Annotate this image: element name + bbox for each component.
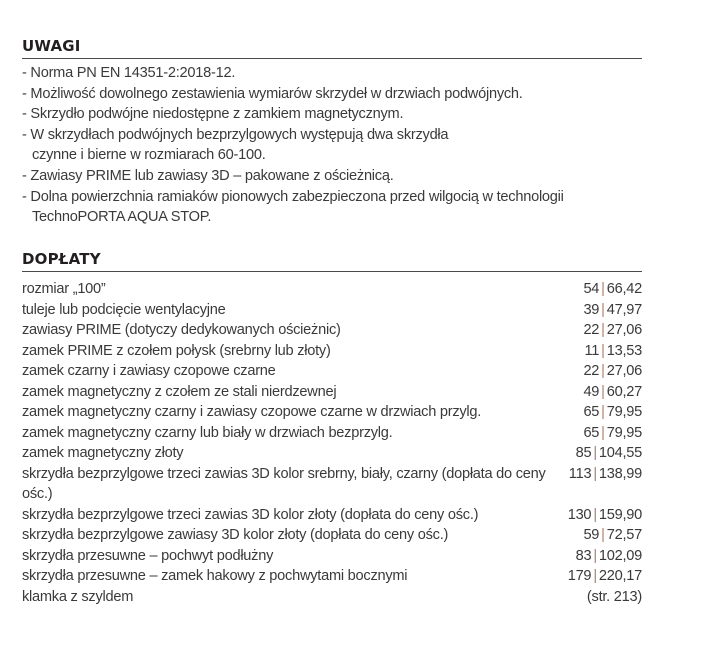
surcharge-row [22, 525, 642, 546]
surcharge-row [22, 361, 642, 382]
gross-price: 60,27 [606, 383, 642, 400]
surcharge-row [22, 341, 642, 362]
price-separator: | [593, 445, 597, 461]
price-separator: | [601, 404, 605, 420]
uwagi-section [22, 37, 642, 228]
surcharge-table [22, 279, 642, 607]
net-price: 11 [584, 342, 600, 359]
gross-price: 27,06 [606, 322, 642, 338]
surcharge-price [587, 587, 642, 608]
note-item: - Skrzydło podwójne niedostępne z zamkiem magnetycznym. [22, 106, 404, 123]
note-item: - W skrzydłach podwójnych bezprzylgowych występują dwa skrzydła czynne i bierne w rozmiarach 60-100. [22, 126, 449, 164]
uwagi-notes-list [22, 63, 642, 228]
surcharge-price [568, 505, 642, 526]
price-separator: | [601, 383, 605, 400]
surcharge-label: rozmiar „100” [22, 281, 106, 297]
surcharge-label: zamek magnetyczny z czołem ze stali nierdzewnej [22, 383, 337, 400]
net-price: 113 [568, 465, 592, 482]
surcharge-price [583, 382, 642, 403]
doplaty-section [22, 250, 642, 607]
surcharge-price [583, 361, 642, 382]
surcharge-price [583, 279, 642, 300]
net-price: 22 [583, 322, 600, 338]
surcharge-label: zamek magnetyczny czarny i zawiasy czopowe czarne w drzwiach przylg. [22, 404, 482, 420]
surcharge-row [22, 279, 642, 300]
surcharge-price [583, 423, 642, 444]
surcharge-label: skrzydła bezprzylgowe trzeci zawias 3D kolor srebrny, biały, czarny (dopłata do ceny ośc.) [22, 465, 546, 502]
price-separator: | [593, 547, 597, 564]
surcharge-label: zamek PRIME z czołem połysk (srebrny lub złoty) [22, 342, 331, 359]
surcharge-label: tuleje lub podcięcie wentylacyjne [22, 301, 226, 318]
surcharge-row [22, 587, 642, 608]
surcharge-label: skrzydła bezprzylgowe trzeci zawias 3D kolor złoty (dopłata do ceny ośc.) [22, 506, 479, 523]
price-separator: | [593, 506, 597, 523]
surcharge-label: skrzydła przesuwne – pochwyt podłużny [22, 547, 274, 564]
price-separator: | [601, 363, 605, 379]
surcharge-row [22, 505, 642, 526]
surcharge-label: klamka z szyldem [22, 588, 134, 605]
gross-price: 27,06 [606, 363, 642, 379]
gross-price: 72,57 [606, 527, 642, 543]
surcharge-price [569, 464, 642, 485]
gross-price: 13,53 [606, 342, 642, 359]
surcharge-row [22, 464, 642, 505]
net-price: 49 [583, 383, 600, 400]
surcharge-row [22, 423, 642, 444]
gross-price: 47,97 [606, 301, 642, 318]
net-price: 65 [583, 404, 600, 420]
surcharge-price [583, 525, 642, 546]
gross-price: 159,90 [598, 506, 642, 523]
price-separator: | [601, 301, 605, 318]
surcharge-price [583, 320, 642, 341]
surcharge-label: zawiasy PRIME (dotyczy dedykowanych ościeżnic) [22, 322, 341, 338]
surcharge-row [22, 382, 642, 403]
net-price: 39 [583, 301, 600, 318]
surcharge-row [22, 300, 642, 321]
net-price: 54 [583, 281, 600, 297]
gross-price: 79,95 [606, 424, 642, 441]
surcharge-label: skrzydła przesuwne – zamek hakowy z pochwytami bocznymi [22, 568, 408, 584]
surcharge-label: zamek czarny i zawiasy czopowe czarne [22, 363, 276, 379]
price-separator: | [593, 465, 597, 482]
surcharge-label: skrzydła bezprzylgowe zawiasy 3D kolor złoty (dopłata do ceny ośc.) [22, 527, 449, 543]
note-item: - Norma PN EN 14351-2:2018-12. [22, 65, 236, 81]
net-price: 130 [567, 506, 592, 523]
surcharge-price [568, 566, 642, 587]
price-separator: | [593, 568, 597, 584]
gross-price: 220,17 [598, 568, 642, 584]
surcharge-row [22, 566, 642, 587]
price-separator: | [601, 424, 605, 441]
price-separator: | [601, 281, 605, 297]
note-item: - Dolna powierzchnia ramiaków pionowych zabezpieczona przed wilgocią w technologii TechnoPORTA AQUA STOP. [22, 188, 564, 226]
net-price: 179 [567, 568, 592, 584]
surcharge-price [583, 402, 642, 423]
price-separator: | [601, 527, 605, 543]
doplaty-heading: DOPŁATY [22, 250, 642, 272]
gross-price: 104,55 [598, 445, 642, 461]
surcharge-price [585, 341, 642, 362]
gross-price: 79,95 [606, 404, 642, 420]
surcharge-row [22, 402, 642, 423]
surcharge-label: zamek magnetyczny czarny lub biały w drzwiach bezprzylg. [22, 424, 393, 441]
surcharge-row [22, 320, 642, 341]
net-price: 83 [575, 547, 592, 564]
gross-price: 102,09 [598, 547, 642, 564]
gross-price: 138,99 [598, 465, 642, 482]
net-price: 65 [583, 424, 600, 441]
note-item: - Możliwość dowolnego zestawienia wymiarów skrzydeł w drzwiach podwójnych. [22, 85, 523, 102]
note-item: - Zawiasy PRIME lub zawiasy 3D – pakowane z ościeżnicą. [22, 167, 394, 184]
surcharge-price [576, 443, 642, 464]
surcharge-price [576, 546, 642, 567]
gross-price: 66,42 [606, 281, 642, 297]
net-price: 22 [583, 363, 600, 379]
price-separator: | [601, 322, 605, 338]
net-price: 59 [583, 527, 600, 543]
net-price: 85 [575, 445, 592, 461]
surcharge-price [583, 300, 642, 321]
surcharge-row [22, 546, 642, 567]
price-separator: | [601, 342, 605, 359]
surcharge-row [22, 443, 642, 464]
page-reference: (str. 213) [586, 588, 642, 605]
uwagi-heading: UWAGI [22, 37, 642, 59]
surcharge-label: zamek magnetyczny złoty [22, 445, 184, 461]
